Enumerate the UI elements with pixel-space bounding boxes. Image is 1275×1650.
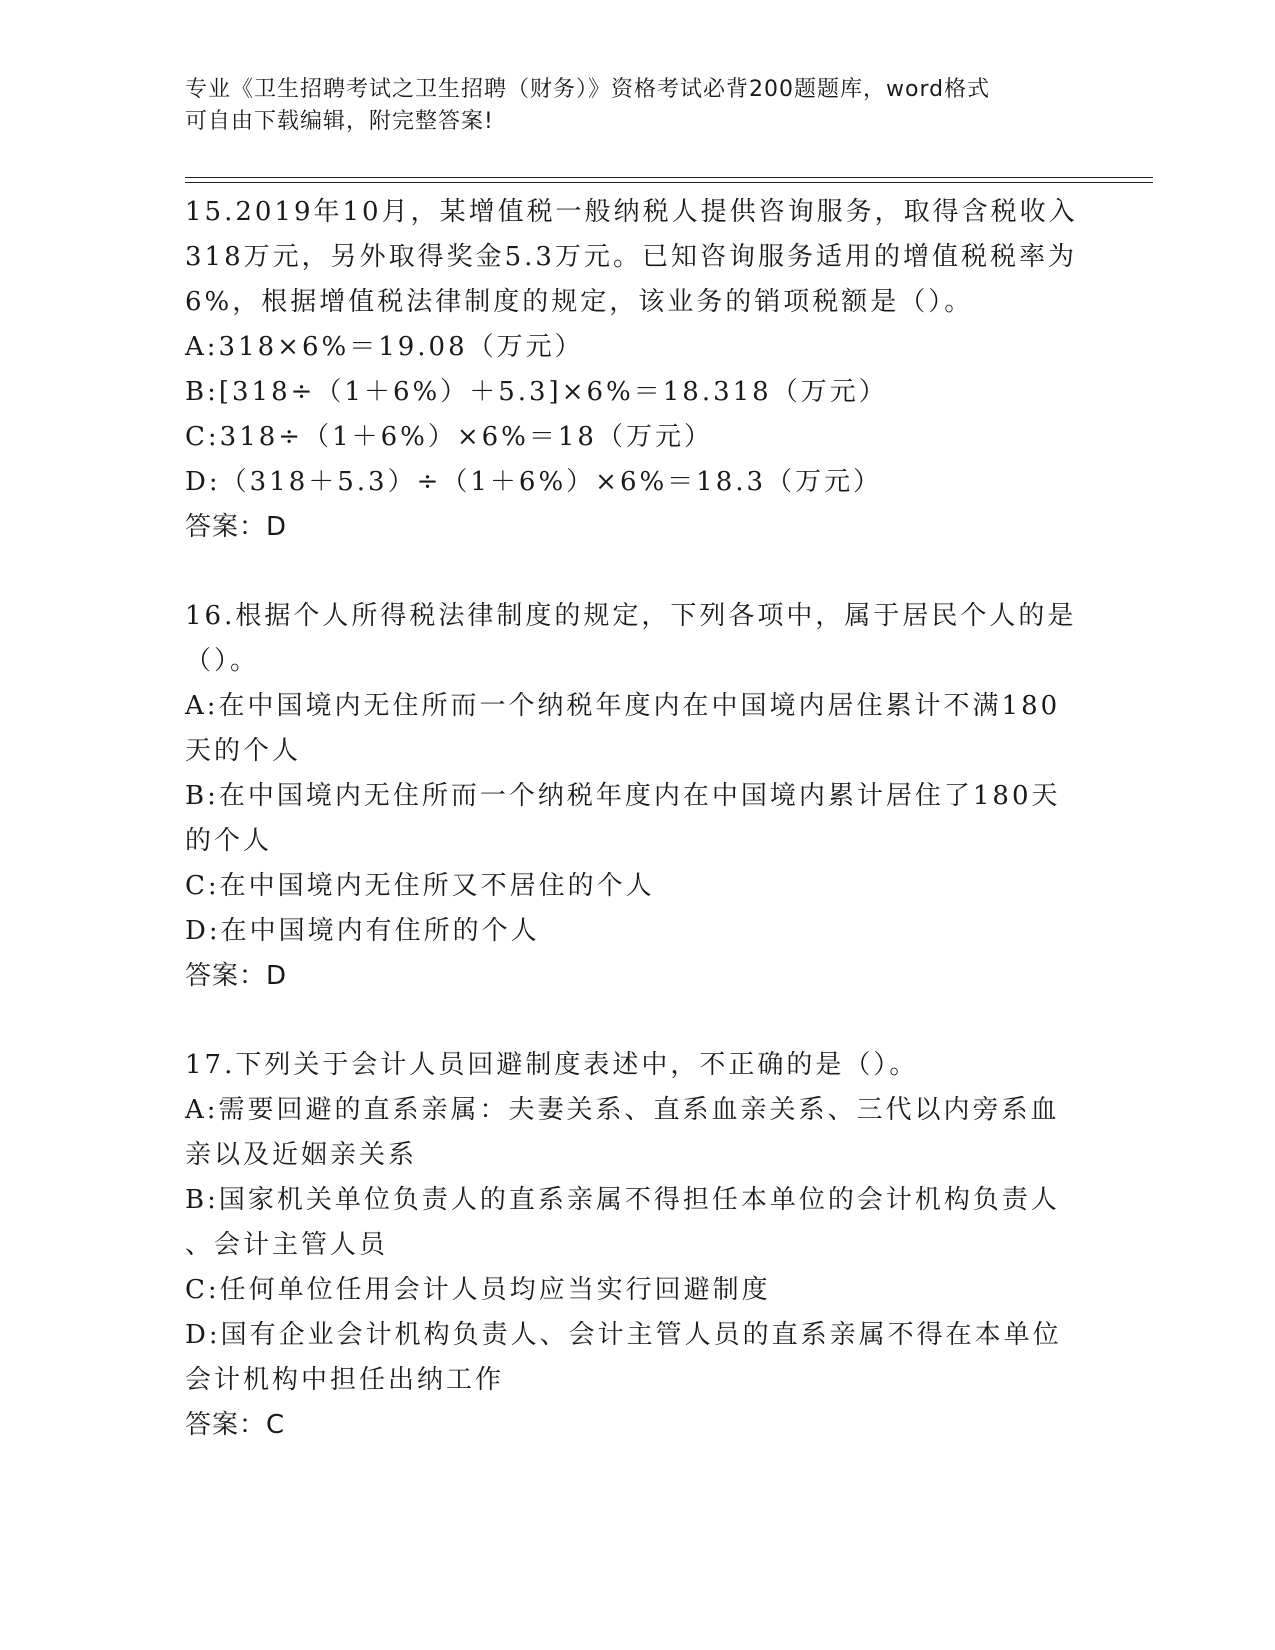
option-b-continued: 的个人 — [185, 826, 273, 856]
option-a: A:在中国境内无住所而一个纳税年度内在中国境内居住累计不满180 — [185, 691, 1061, 721]
header-divider-bottom — [185, 182, 1153, 183]
answer-label: 答案：D — [185, 512, 288, 542]
header-divider-top — [185, 177, 1153, 178]
question-list — [185, 190, 1085, 1492]
option-c: C:在中国境内无住所又不居住的个人 — [185, 871, 655, 901]
option-b: B:国家机关单位负责人的直系亲属不得担任本单位的会计机构负责人 — [185, 1185, 1060, 1215]
question-16 — [185, 594, 1085, 999]
option-a-continued: 天的个人 — [185, 736, 302, 766]
question-stem-line: （）。 — [185, 646, 260, 676]
header-line-2: 可自由下载编辑，附完整答案! — [185, 109, 494, 134]
option-d-continued: 会计机构中担任出纳工作 — [185, 1365, 505, 1395]
answer-label: 答案：C — [185, 1410, 286, 1440]
option-b: B:在中国境内无住所而一个纳税年度内在中国境内累计居住了180天 — [185, 781, 1061, 811]
option-d: D:（318＋5.3）÷（1＋6%）×6%＝18.3（万元） — [185, 467, 883, 497]
option-b-continued: 、会计主管人员 — [185, 1230, 389, 1260]
option-c: C:任何单位任用会计人员均应当实行回避制度 — [185, 1275, 771, 1305]
question-stem-line: 15.2019年10月，某增值税一般纳税人提供咨询服务，取得含税收入 — [185, 197, 1078, 227]
document-header — [185, 74, 1085, 138]
question-stem-line: 6%，根据增值税法律制度的规定，该业务的销项税额是（）。 — [185, 287, 974, 317]
option-c: C:318÷（1＋6%）×6%＝18（万元） — [185, 422, 713, 452]
option-d: D:在中国境内有住所的个人 — [185, 916, 540, 946]
option-d: D:国有企业会计机构负责人、会计主管人员的直系亲属不得在本单位 — [185, 1320, 1062, 1350]
question-15 — [185, 190, 1085, 550]
question-stem-line: 17.下列关于会计人员回避制度表述中，不正确的是（）。 — [185, 1050, 919, 1080]
question-17 — [185, 1043, 1085, 1448]
header-line-1: 专业《卫生招聘考试之卫生招聘（财务）》资格考试必背200题题库，word格式 — [185, 77, 991, 102]
question-stem-line: 16.根据个人所得税法律制度的规定，下列各项中，属于居民个人的是 — [185, 601, 1077, 631]
option-b: B:[318÷（1＋6%）＋5.3]×6%＝18.318（万元） — [185, 377, 888, 407]
answer-label: 答案：D — [185, 961, 288, 991]
option-a: A:需要回避的直系亲属：夫妻关系、直系血亲关系、三代以内旁系血 — [185, 1095, 1060, 1125]
option-a-continued: 亲以及近姻亲关系 — [185, 1140, 418, 1170]
question-stem-line: 318万元，另外取得奖金5.3万元。已知咨询服务适用的增值税税率为 — [185, 242, 1077, 272]
option-a: A:318×6%＝19.08（万元） — [185, 332, 584, 362]
